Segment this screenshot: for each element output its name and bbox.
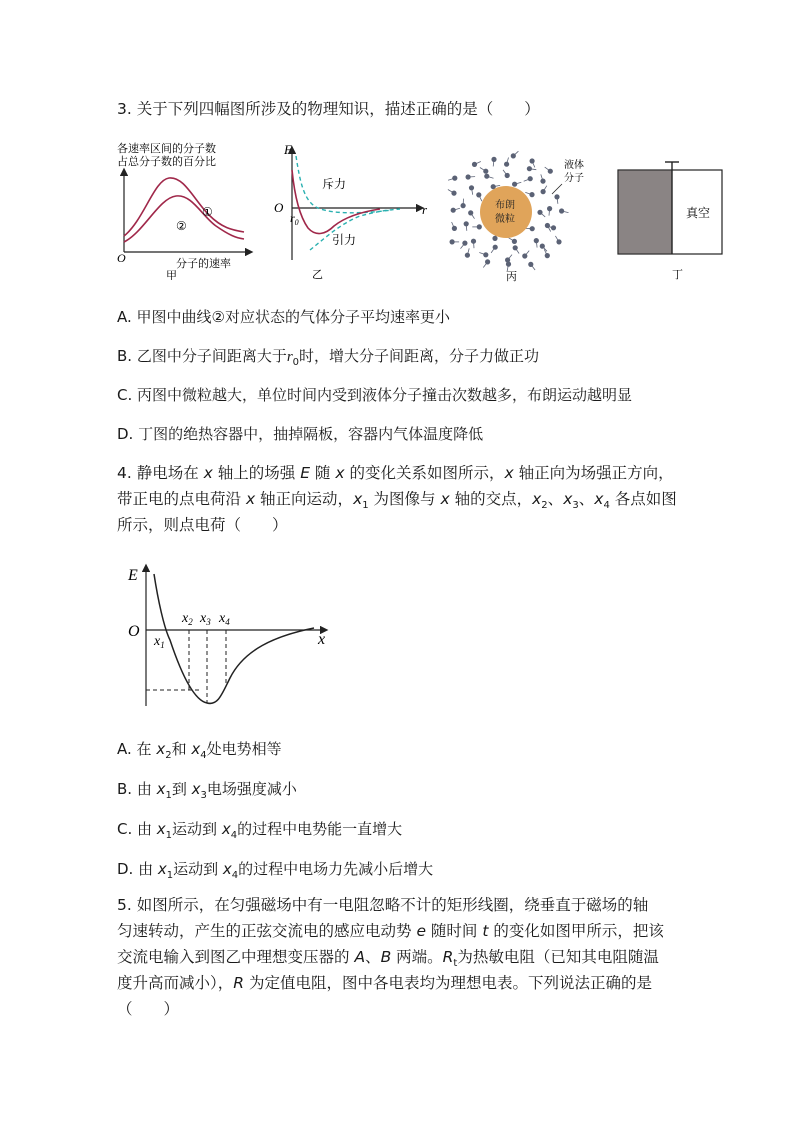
jia-curve-2-label: ② (176, 219, 187, 233)
yi-attraction-label: 引力 (332, 233, 357, 247)
liquid-molecule (512, 182, 517, 187)
yi-caption: 乙 (312, 268, 323, 280)
bing-particle-label-2: 微粒 (495, 214, 515, 225)
liquid-molecule (530, 158, 535, 163)
liquid-molecule (451, 191, 456, 196)
q5-line-3: 交流电输入到图乙中理想变压器的 A、B 两端。$R_t$为热敏电阻（已知其电阻随温 (117, 948, 659, 970)
q4-option-c: C. 由 $x_1$运动到 $x_4$的过程中电势能一直增大 (117, 820, 403, 841)
q5-line-4: 度升高而减小），R 为定值电阻，图中各电表均为理想电表。下列说法正确的是 (117, 974, 652, 992)
q3-option-c: C. 丙图中微粒越大，单位时间内受到液体分子撞击次数越多，布朗运动越明显 (117, 386, 633, 404)
bing-liquid-label-2: 分子 (564, 173, 584, 184)
q4-x-label: x (318, 631, 326, 648)
liquid-molecule (468, 210, 473, 215)
q4-stem-line-3: 所示，则点电荷（ ） (117, 516, 288, 534)
q4-curve (154, 574, 314, 703)
yi-f-label: F (284, 142, 292, 157)
liquid-molecule (541, 189, 546, 194)
figure-bing (444, 144, 594, 284)
q5-line-2: 匀速转动，产生的正弦交流电的感应电动势 e 随时间 t 的变化如图甲所示，把该 (117, 922, 664, 940)
jia-caption: 甲 (166, 269, 177, 280)
q5-line-5: （ ） (117, 1000, 180, 1018)
q4-option-d: D. 由 $x_1$运动到 $x_4$的过程中电场力先减小后增大 (117, 860, 434, 881)
liquid-molecule (513, 245, 518, 250)
q5-line-1: 5. 如图所示，在匀强磁场中有一电阻忽略不计的矩形线圈，绕垂直于磁场的轴 (117, 896, 649, 914)
bing-liquid-label-1: 液体 (564, 160, 584, 171)
q4-stem-line-2: 带正电的点电荷沿 x 轴正向运动，$x_1$ 为图像与 x 轴的交点，$x_2$、$x_3$、$x_4$ 各点如图 (117, 490, 677, 512)
liquid-molecule (493, 245, 498, 250)
jia-ylabel-1: 各速率区间的分子数 (117, 142, 216, 155)
q4-x4-label: $x_4$ (219, 611, 230, 627)
q4-e-label: E (128, 567, 138, 584)
yi-r-label: r (422, 202, 428, 217)
bing-particle-label-1: 布朗 (495, 200, 515, 211)
ding-vacuum-label: 真空 (686, 206, 711, 220)
q3-stem: 3. 关于下列四幅图所涉及的物理知识，描述正确的是（ ） (117, 100, 540, 118)
jia-xlabel: 分子的速率 (176, 257, 231, 270)
q4-stem-line-1: 4. 静电场在 x 轴上的场强 E 随 x 的变化关系如图所示，x 轴正向为场强正方向， (117, 464, 674, 482)
q4-option-b: B. 由 $x_1$到 $x_3$电场强度减小 (117, 780, 297, 801)
molecule-motion-arrow (474, 241, 475, 248)
q4-e-x-graph (114, 560, 344, 710)
figure-jia (114, 140, 254, 280)
liquid-molecule (484, 174, 489, 179)
ding-caption: 丁 (672, 268, 683, 281)
liquid-molecule (529, 192, 534, 197)
liquid-molecule (504, 162, 509, 167)
q3-option-d: D. 丁图的绝热容器中，抽掉隔板，容器内气体温度降低 (117, 425, 484, 443)
q4-x1-label: $x_1$ (154, 634, 165, 650)
yi-repulsion-label: 斥力 (322, 177, 347, 191)
figure-ding (610, 158, 730, 282)
yi-r0-label: $r_0$ (290, 211, 299, 227)
bing-pointer (552, 184, 562, 194)
q3-option-b: B. 乙图中分子间距离大于$r_0$时，增大分子间距离，分子力做正功 (117, 347, 540, 368)
q4-origin-label: O (128, 623, 140, 640)
ding-gas (618, 170, 672, 254)
jia-curve-1-label: ① (202, 205, 213, 219)
yi-origin: O (274, 200, 284, 215)
liquid-molecule (476, 192, 481, 197)
liquid-molecule (465, 253, 470, 258)
q4-option-a: A. 在 $x_2$和 $x_4$处电势相等 (117, 740, 282, 761)
q3-option-a: A. 甲图中曲线②对应状态的气体分子平均速率更小 (117, 308, 450, 326)
liquid-molecule (545, 253, 550, 258)
figure-yi (270, 142, 430, 280)
liquid-molecule (540, 179, 545, 184)
q4-x3-label: $x_3$ (200, 611, 211, 627)
bing-caption: 丙 (506, 270, 517, 283)
bing-particle (480, 186, 532, 238)
liquid-molecule (559, 208, 564, 213)
q4-x2-label: $x_2$ (182, 611, 193, 627)
jia-ylabel-2: 占总分子数的百分比 (117, 155, 216, 168)
jia-origin: O (117, 251, 126, 265)
liquid-molecule (512, 239, 517, 244)
